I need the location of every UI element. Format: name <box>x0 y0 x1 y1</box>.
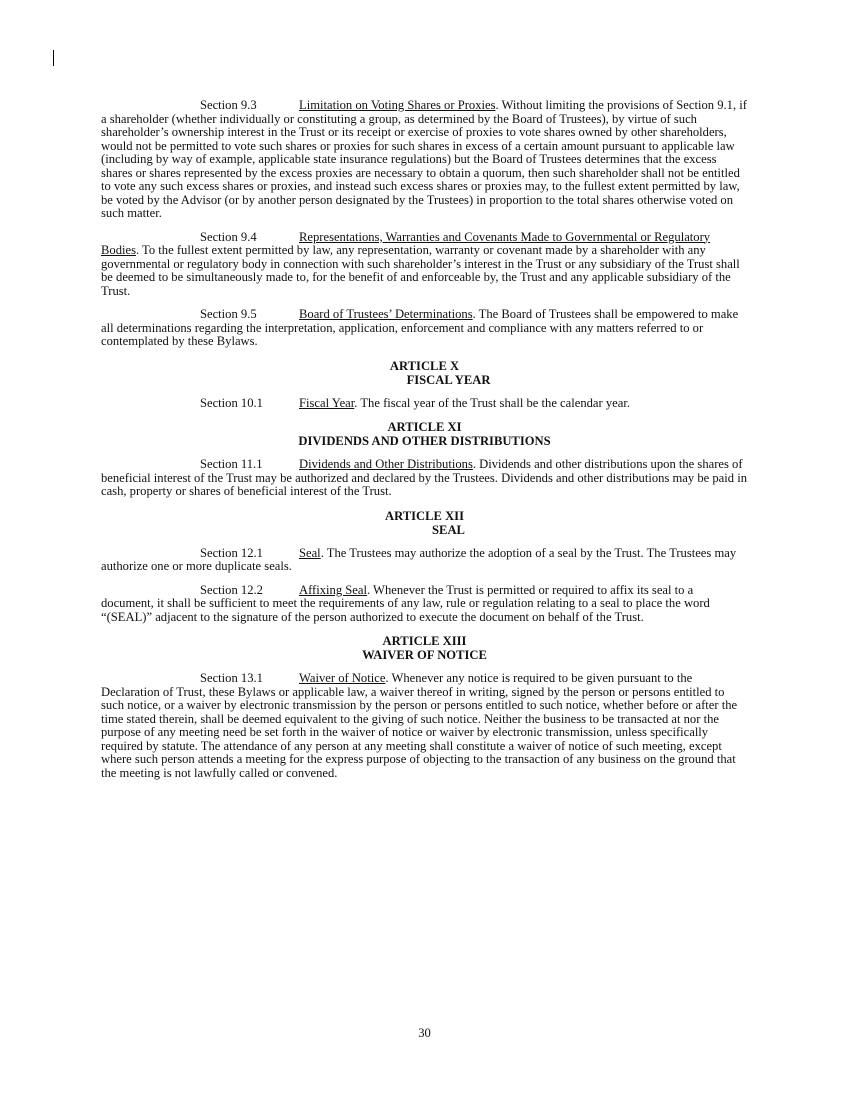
article-heading-xi <box>101 420 748 448</box>
text-cursor-mark <box>53 50 54 66</box>
section-body: . Without limiting the provisions of Section 9.1, if a shareholder (whether individually or constituting a group, as determined by the Board of Trustees), by virtue of such shareholder’s ownership interest in the Trust or its receipt or exercise of proxies to vote shares owned by other shareholders, would not be permitted to vote such shares or proxies for such shares in excess of a certain amount pursuant to applicable law (including by way of example, applicable state insurance regulations) but the Board of Trustees determines that the excess shares or shares represented by the excess proxies are necessary to obtain a quorum, then such shareholder shall not be entitled to vote any such excess shares or proxies, and instead such excess shares or proxies may, to the fullest extent permitted by law, be voted by the Advisor (or by another person designated by the Trustees) in proportion to the total shares otherwise voted on such matter. <box>101 98 747 220</box>
section-number: Section 10.1 <box>200 395 263 410</box>
article-number: ARTICLE XIII <box>382 634 467 648</box>
section-9-3 <box>101 99 748 221</box>
section-number: Section 11.1 <box>200 457 263 471</box>
article-number: ARTICLE X <box>389 358 460 373</box>
section-title: Affixing Seal <box>299 582 367 597</box>
section-body: . Whenever any notice is required to be given pursuant to the Declaration of Trust, these Bylaws or applicable law, a waiver thereof in writing, signed by the person or persons entitled to such notice, or a waiver by electronic transmission by the person or persons entitled to such notice, whether before or after the time stated therein, shall be deemed equivalent to the giving of such notice. Neither the business to be transacted at nor the purpose of any meeting need be set forth in the waiver of notice or waiver by electronic transmission, unless specifically required by statute. The attendance of any person at any meeting shall constitute a waiver of notice of such meeting, except where such person attends a meeting for the express purpose of objecting to the transaction of any business on the ground that the meeting is not lawfully called or convened. <box>101 671 738 780</box>
page-number: 30 <box>418 1026 431 1040</box>
section-number: Section 9.4 <box>200 229 257 244</box>
section-number: Section 13.1 <box>200 671 263 685</box>
article-title: DIVIDENDS AND OTHER DISTRIBUTIONS <box>298 434 551 448</box>
section-title: Seal <box>299 545 321 560</box>
article-heading-xii <box>101 509 748 537</box>
section-number: Section 9.5 <box>200 307 257 321</box>
section-title: Board of Trustees’ Determinations <box>299 307 473 321</box>
section-title: Limitation on Voting Shares or Proxies <box>299 98 496 112</box>
section-10-1 <box>101 397 748 411</box>
section-body: . Whenever the Trust is permitted or required to affix its seal to a document, it shall be sufficient to meet the requirements of any law, rule or regulation relating to a seal to place the word “(SEAL)” adjacent to the signature of the person authorized to execute the document on behalf of the Trust. <box>101 582 710 624</box>
section-12-2 <box>101 584 748 625</box>
section-body: . The fiscal year of the Trust shall be the calendar year. <box>354 395 630 410</box>
section-9-5 <box>101 308 748 349</box>
section-title: Representations, Warranties and Covenants Made to Governmental or Regulatory Bodies <box>101 229 711 257</box>
section-12-1 <box>101 547 748 574</box>
section-title: Dividends and Other Distributions <box>299 457 473 471</box>
article-number: ARTICLE XII <box>385 508 464 523</box>
section-body: . The Trustees may authorize the adoption of a seal by the Trust. The Trustees may authorize one or more duplicate seals. <box>101 545 737 573</box>
article-heading-xiii <box>101 634 748 662</box>
section-number: Section 9.3 <box>200 98 257 112</box>
section-title: Waiver of Notice <box>299 671 386 685</box>
article-title: SEAL <box>432 522 465 537</box>
section-13-1 <box>101 672 748 780</box>
article-title: WAIVER OF NOTICE <box>362 648 487 662</box>
section-number: Section 12.1 <box>200 545 263 560</box>
section-number: Section 12.2 <box>200 582 263 597</box>
article-number: ARTICLE XI <box>387 420 462 434</box>
section-body: . Dividends and other distributions upon the shares of beneficial interest of the Trust may be authorized and declared by the Trustees. Dividends and other distributions may be paid in cash, property or shares of beneficial interest of the Trust. <box>101 457 747 498</box>
section-11-1 <box>101 458 748 499</box>
section-9-4 <box>101 231 748 299</box>
article-title: FISCAL YEAR <box>406 372 491 387</box>
article-heading-x <box>101 359 748 387</box>
document-body <box>101 99 748 790</box>
section-body: . To the fullest extent permitted by law, any representation, warranty or covenant made by a shareholder with any governmental or regulatory body in connection with such shareholder’s interest in the Trust or any subsidiary of the Trust shall be deemed to be simultaneously made to, for the benefit of and enforceable by, the Trust and any applicable subsidiary of the Trust. <box>101 243 740 298</box>
section-body: . The Board of Trustees shall be empowered to make all determinations regarding the interpretation, application, enforcement and compliance with any matters referred to or contemplated by these Bylaws. <box>101 307 739 348</box>
section-title: Fiscal Year <box>299 395 355 410</box>
